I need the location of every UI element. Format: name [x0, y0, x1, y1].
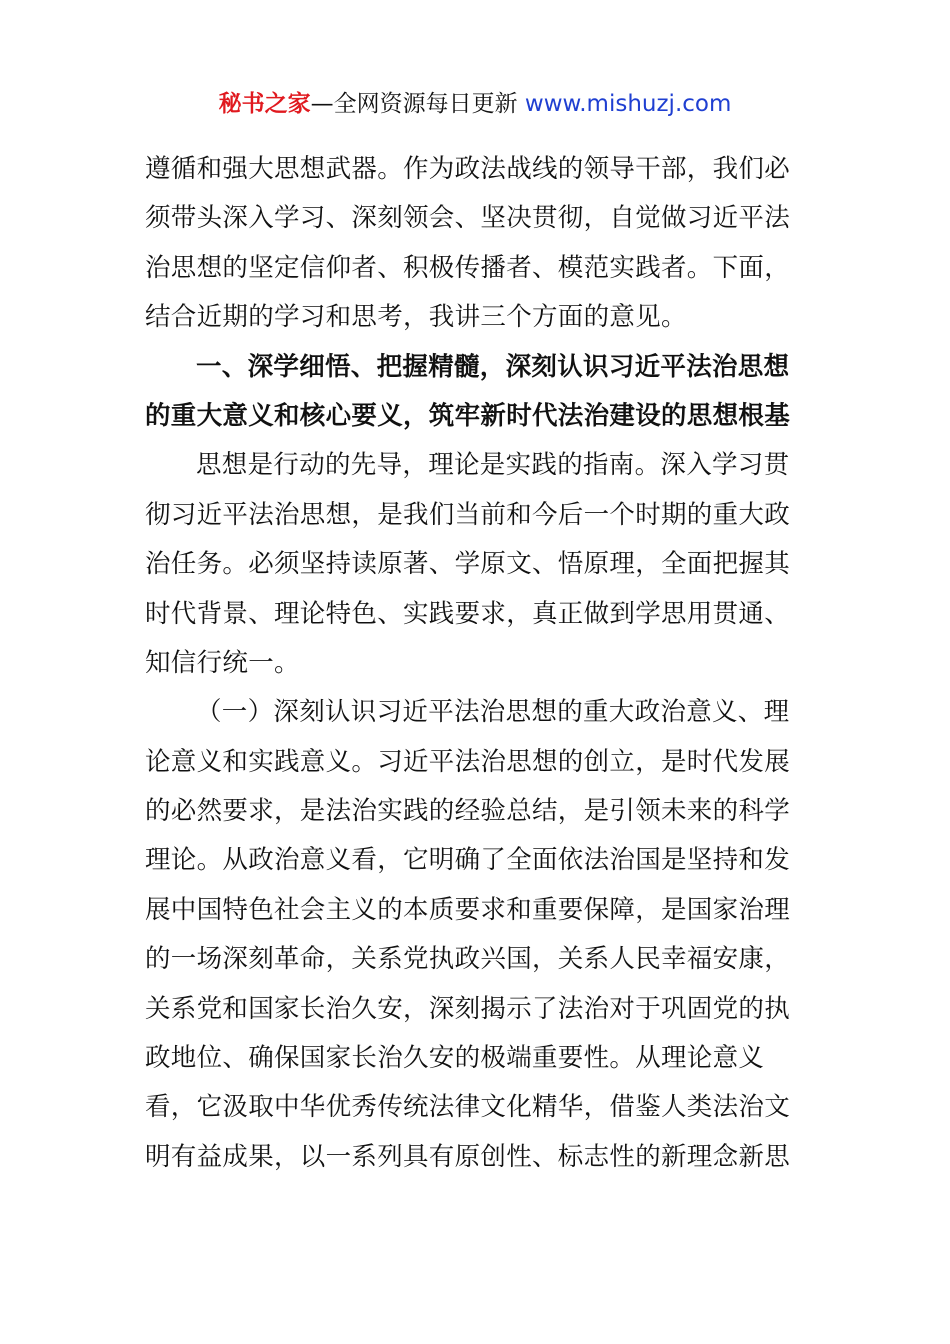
paragraph-line: 时代背景、理论特色、实践要求，真正做到学思用贯通、 — [145, 598, 791, 629]
paragraph-line: 关系党和国家长治久安，深刻揭示了法治对于巩固党的执 — [145, 993, 791, 1024]
paragraph-line: 看，它汲取中华优秀传统法律文化精华，借鉴人类法治文 — [145, 1092, 791, 1123]
paragraph-line: 彻习近平法治思想，是我们当前和今后一个时期的重大政 — [145, 499, 791, 530]
site-url-link[interactable]: www.mishuzj.com — [524, 91, 732, 117]
paragraph-line: 治思想的坚定信仰者、积极传播者、模范实践者。下面， — [145, 252, 791, 283]
site-tagline: —全网资源每日更新 — [310, 91, 525, 117]
paragraph-line: 的必然要求，是法治实践的经验总结，是引领未来的科学 — [145, 796, 791, 827]
site-brand: 秘书之家 — [218, 91, 311, 117]
paragraph-line: 须带头深入学习、深刻领会、坚决贯彻，自觉做习近平法 — [145, 203, 791, 234]
section-heading-line: 的重大意义和核心要义，筑牢新时代法治建设的思想根基 — [145, 400, 791, 431]
paragraph-line: 治任务。必须坚持读原著、学原文、悟原理，全面把握其 — [145, 549, 791, 580]
paragraph-line: 理论。从政治意义看，它明确了全面依法治国是坚持和发 — [145, 845, 791, 876]
section-heading-line: 一、深学细悟、把握精髓，深刻认识习近平法治思想 — [196, 351, 790, 382]
paragraph-line: 展中国特色社会主义的本质要求和重要保障，是国家治理 — [145, 894, 791, 925]
paragraph-line: 明有益成果，以一系列具有原创性、标志性的新理念新思 — [145, 1141, 791, 1172]
paragraph-line: 思想是行动的先导，理论是实践的指南。深入学习贯 — [196, 450, 790, 481]
paragraph-line: 的一场深刻革命，关系党执政兴国，关系人民幸福安康， — [145, 944, 791, 975]
paragraph-line: 结合近期的学习和思考，我讲三个方面的意见。 — [145, 302, 687, 333]
document-body — [145, 145, 815, 1182]
page-header — [0, 86, 950, 122]
paragraph-line: 论意义和实践意义。习近平法治思想的创立，是时代发展 — [145, 746, 791, 777]
paragraph-line: 政地位、确保国家长治久安的极端重要性。从理论意义 — [145, 1043, 765, 1074]
paragraph-line: 知信行统一。 — [145, 647, 300, 678]
paragraph-line: 遵循和强大思想武器。作为政法战线的领导干部，我们必 — [145, 154, 791, 184]
paragraph-line: （一）深刻认识习近平法治思想的重大政治意义、理 — [196, 697, 790, 728]
